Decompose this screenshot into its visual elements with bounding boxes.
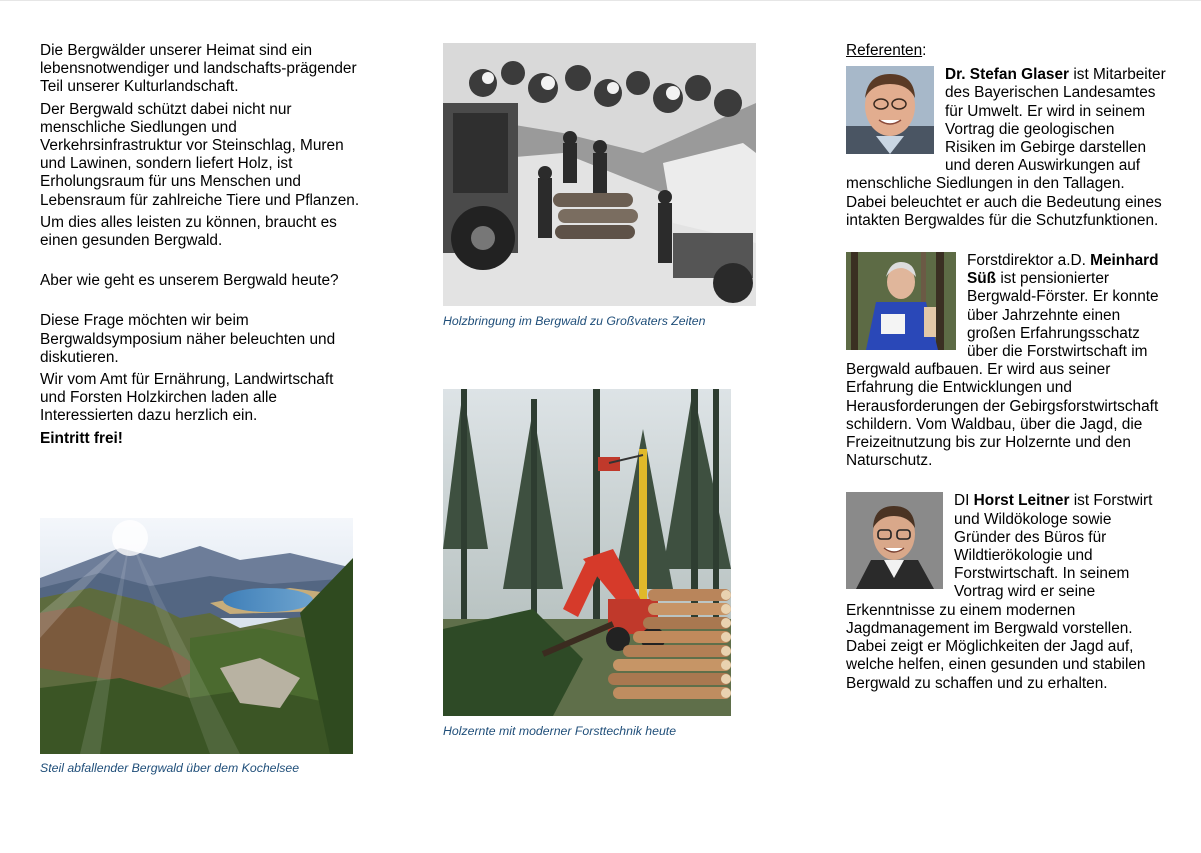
kochelsee-photo — [40, 518, 353, 754]
speakers-column — [846, 42, 1166, 693]
intro-paragraph-2: Der Bergwald schützt dabei nicht nur menschliche Siedlungen und Verkehrsinfrastruktur vor Steinschlag, Muren und Lawinen, sondern liefert Holz, ist Erholungsraum für uns Menschen und Lebensraum für zahlreiche Tiere und Pflanzen. — [40, 100, 360, 209]
suess-portrait — [846, 252, 956, 355]
leitner-portrait — [846, 492, 943, 594]
intro-paragraph-4: Diese Frage möchten wir beim Bergwaldsymposium näher beleuchten und diskutieren. — [40, 312, 336, 366]
suess-prefix: Forstdirektor a.D. — [967, 252, 1091, 270]
old-logging-photo — [443, 43, 756, 306]
speakers-heading-colon: : — [922, 42, 927, 59]
leitner-prefix: DI — [954, 492, 974, 510]
intro-question: Aber wie geht es unserem Bergwald heute? — [40, 272, 339, 290]
glaser-name: Dr. Stefan Glaser — [945, 66, 1070, 84]
suess-text: ist pensionierter Bergwald-Förster. Er konnte über Jahrzehnte einen großen Erfahrungsschatz über die Forstwirtschaft im Bergwald aufbauen. Er wird aus seiner Erfahrung die Entwicklungen und Herausforderungen der Gebirgsforstwirtschaft schildern. Vom Waldbau, über die Jagd, die Freizeitnutzung bis zur Holzernte und den Naturschutz. — [846, 270, 1159, 470]
modern-logging-caption: Holzernte mit moderner Forsttechnik heute — [443, 724, 677, 738]
glaser-text: ist Mitarbeiter des Bayerischen Landesamtes für Umwelt. Er wird in seinem Vortrag die geologischen Risiken im Gebirge darstellen und deren Auswirkungen auf menschliche Siedlungen in den Tallagen. Dabei beleuchtet er auch die Bedeutung eines intakten Bergwaldes für die Schutzfunktionen. — [846, 66, 1166, 229]
kochelsee-caption: Steil abfallender Bergwald über dem Kochelsee — [40, 761, 300, 775]
suess-name: Meinhard Süß — [967, 252, 1159, 288]
intro-paragraph-3: Um dies alles leisten zu können, braucht es einen gesunden Bergwald. — [40, 213, 337, 250]
page-top-border — [0, 0, 1201, 1]
speakers-heading-text: Referenten — [846, 42, 923, 59]
speakers-heading — [846, 42, 1166, 60]
speaker-suess — [846, 252, 1166, 470]
old-logging-caption: Holzbringung im Bergwald zu Großvaters Zeiten — [443, 314, 706, 328]
intro-paragraph-5: Wir vom Amt für Ernährung, Landwirtschaft und Forsten Holzkirchen laden alle Interessierten dazu herzlich ein. — [40, 371, 334, 425]
intro-paragraph-1: Die Bergwälder unserer Heimat sind ein lebensnotwendiger und landschafts-prägender Teil unserer Kulturlandschaft. — [40, 42, 357, 96]
speaker-glaser — [846, 66, 1166, 230]
intro-column — [40, 42, 360, 448]
modern-logging-photo — [443, 389, 731, 716]
leitner-name: Horst Leitner — [973, 492, 1070, 510]
leitner-text: ist Forstwirt und Wildökologe sowie Gründer des Büros für Wildtierökologie und Forstwirtschaft. In seinem Vortrag wird er seine Erkenntnisse zu einem modernen Jagdmanagement im Bergwald vorstellen. Dabei zeigt er Möglichkeiten der Jagd auf, welche helfen, einen gesunden und stabilen Bergwald zu schaffen und zu erhalten. — [846, 492, 1153, 692]
speaker-leitner — [846, 492, 1166, 692]
glaser-portrait — [846, 66, 934, 159]
admission-note: Eintritt frei! — [40, 429, 123, 447]
